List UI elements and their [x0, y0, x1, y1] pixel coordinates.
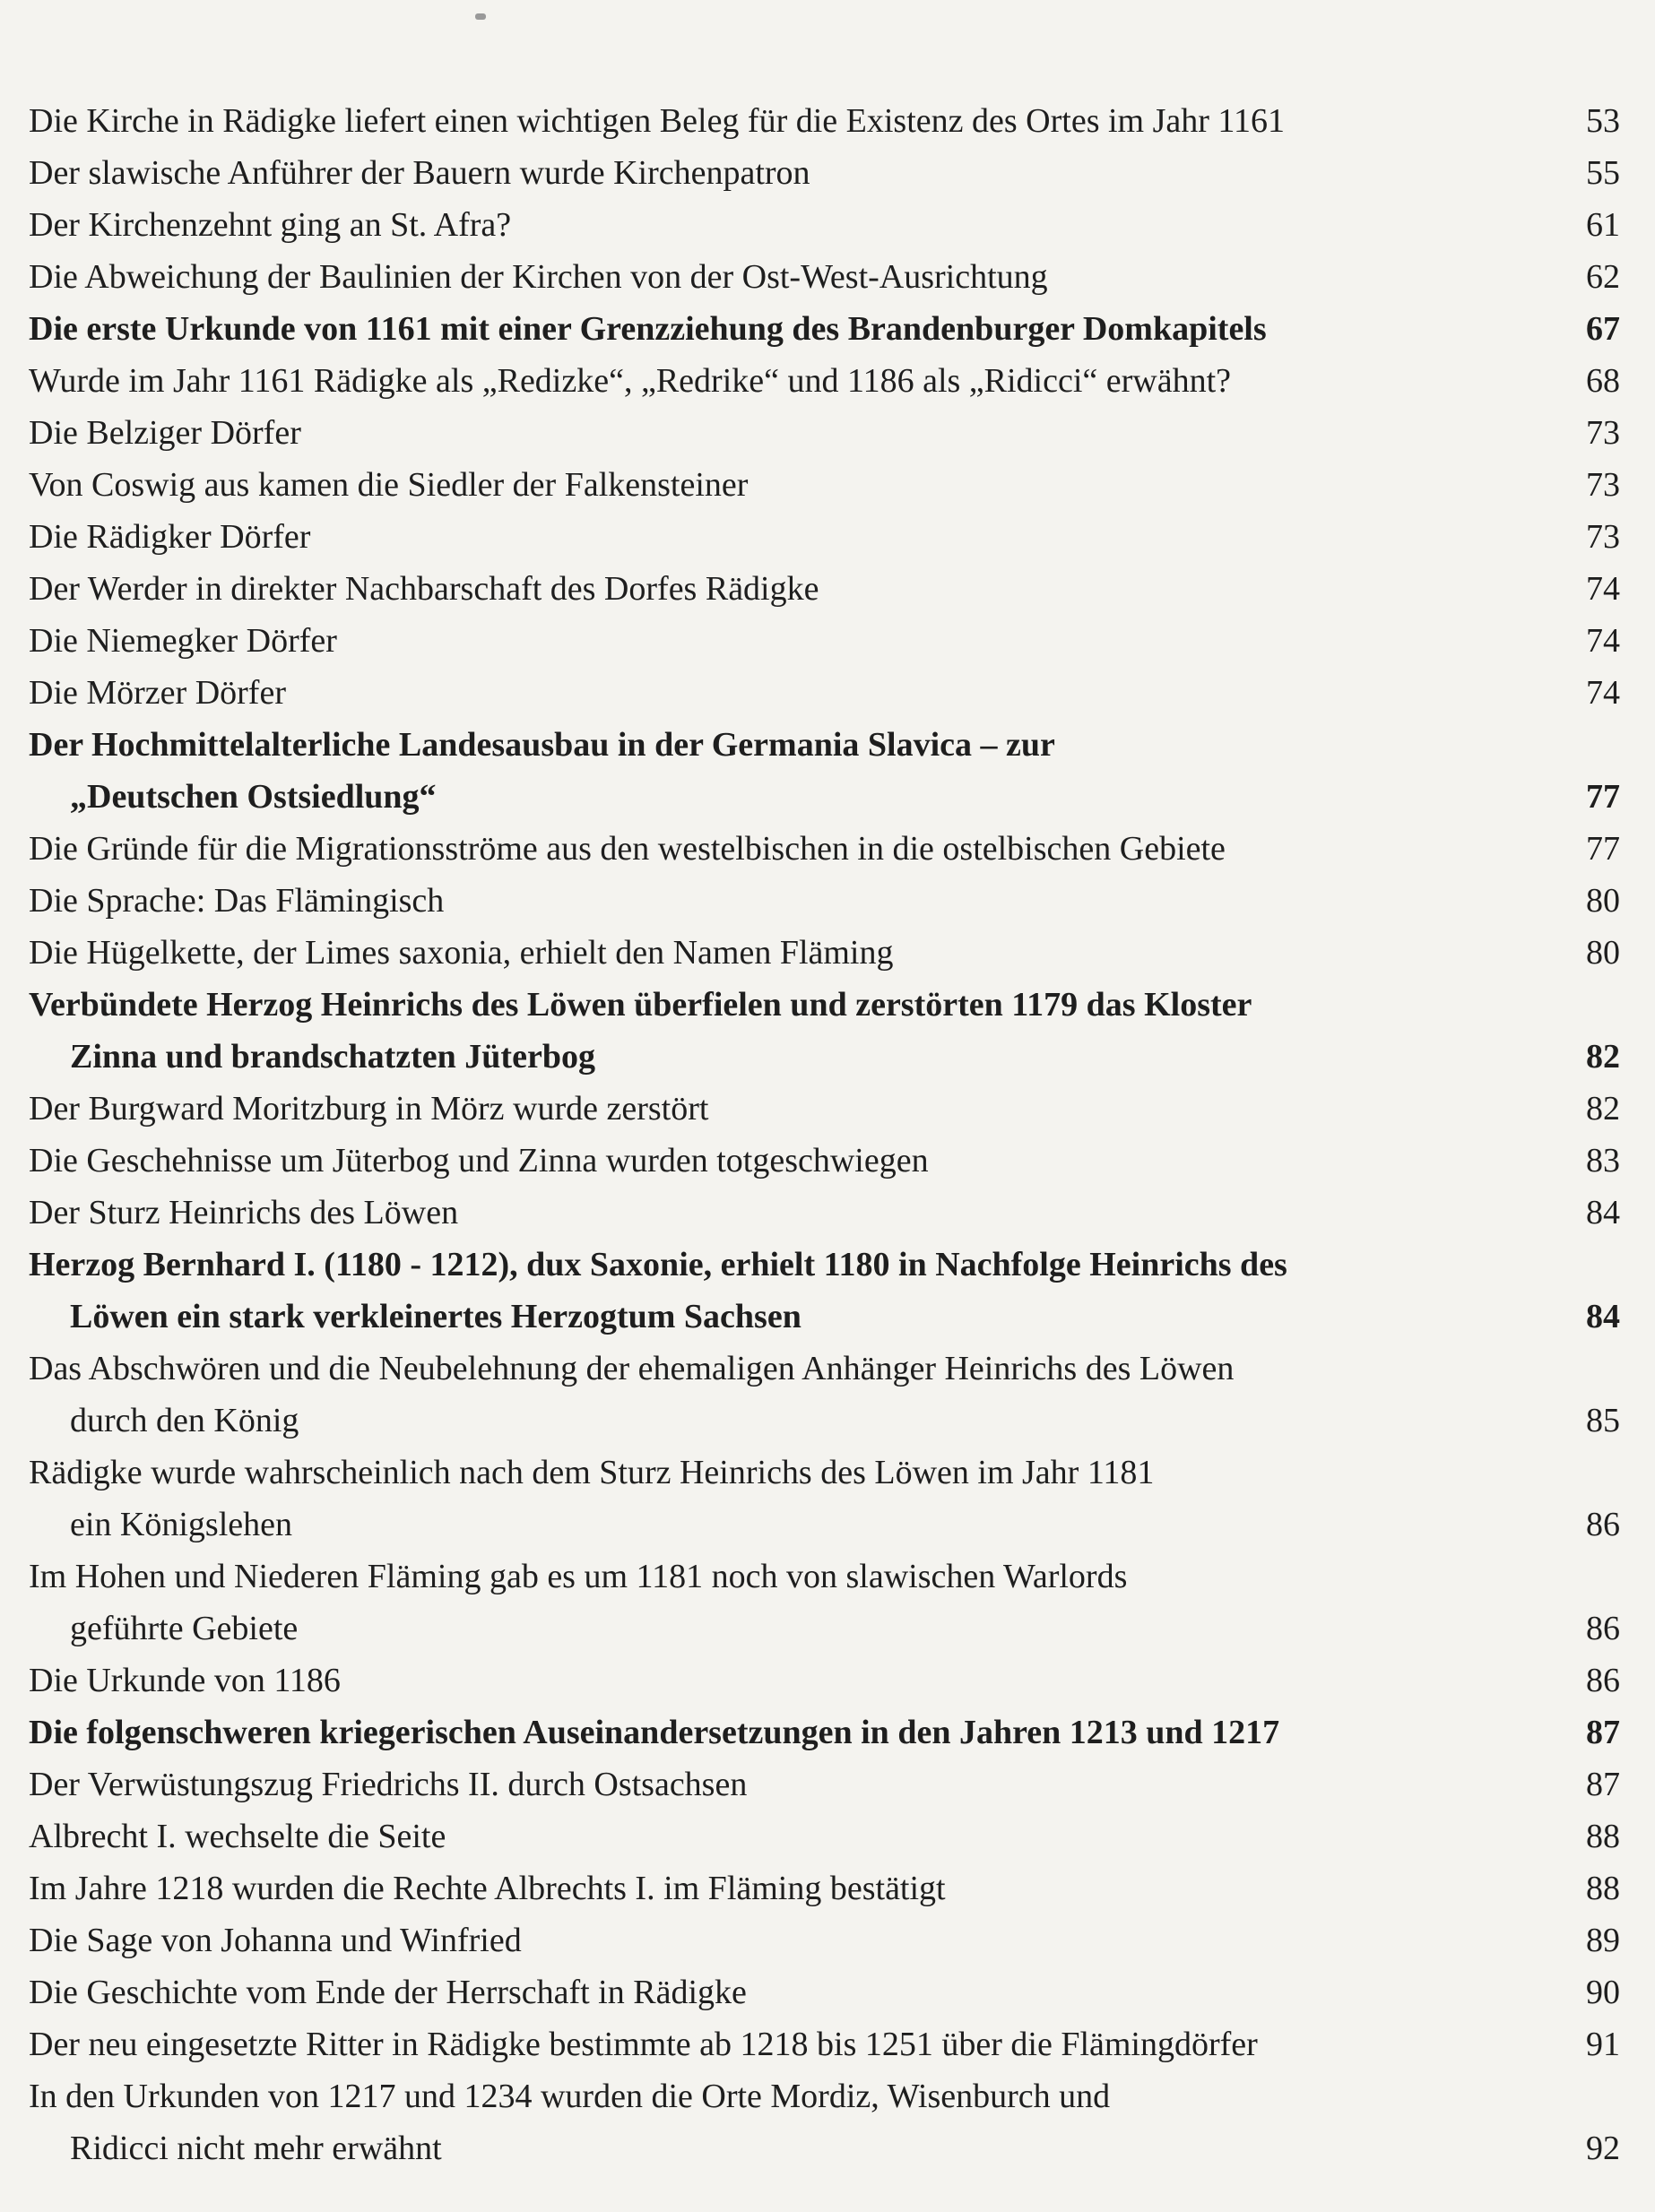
toc-title-line: Die erste Urkunde von 1161 mit einer Grenzziehung des Brandenburger Domkapitels — [29, 310, 1267, 348]
toc-entry-title — [29, 2070, 1548, 2174]
toc-entry-title — [29, 1966, 1548, 2018]
toc-entry — [29, 563, 1620, 615]
toc-entry-title — [29, 615, 1548, 667]
toc-entry — [29, 1758, 1620, 1810]
toc-entry-title — [29, 251, 1548, 303]
toc-entry-title — [29, 407, 1548, 459]
toc-title-continuation: durch den König — [70, 1402, 299, 1439]
toc-entry — [29, 2018, 1620, 2070]
toc-entry — [29, 979, 1620, 1083]
toc-page-number: 80 — [1586, 882, 1620, 920]
toc-title-line: Der Sturz Heinrichs des Löwen — [29, 1194, 459, 1231]
toc-entry-title — [29, 95, 1548, 147]
toc-page-number: 74 — [1586, 570, 1620, 608]
toc-title-line: Die Sage von Johanna und Winfried — [29, 1922, 522, 1959]
toc-entry-title — [29, 1083, 1548, 1135]
toc-page-number: 86 — [1586, 1506, 1620, 1543]
toc-page-number: 73 — [1586, 466, 1620, 504]
toc-title-line: In den Urkunden von 1217 und 1234 wurden die Orte Mordiz, Wisenburch und — [29, 2078, 1111, 2115]
toc-page-number: 74 — [1586, 674, 1620, 712]
toc-entry-title — [29, 1135, 1548, 1187]
toc-title-line: Die Abweichung der Baulinien der Kirchen von der Ost-West-Ausrichtung — [29, 258, 1048, 296]
toc-entry — [29, 199, 1620, 251]
toc-entry-title — [29, 563, 1548, 615]
toc-entry — [29, 1914, 1620, 1966]
toc-entry-title — [29, 199, 1548, 251]
toc-entry — [29, 1343, 1620, 1447]
toc-entry-title — [29, 459, 1548, 511]
toc-entry-title — [29, 1551, 1548, 1655]
toc-entry — [29, 719, 1620, 823]
toc-title-line: Der Kirchenzehnt ging an St. Afra? — [29, 206, 512, 244]
toc-title-line: Die Geschichte vom Ende der Herrschaft in Rädigke — [29, 1974, 747, 2011]
toc-entry — [29, 667, 1620, 719]
toc-entry — [29, 1707, 1620, 1758]
toc-title-line: Wurde im Jahr 1161 Rädigke als „Redizke“, „Redrike“ und 1186 als „Ridicci“ erwähnt? — [29, 362, 1232, 400]
toc-entry-title — [29, 1239, 1548, 1343]
toc-title-line: Die Belziger Dörfer — [29, 414, 301, 452]
toc-entry — [29, 1135, 1620, 1187]
toc-page-number: 82 — [1586, 1090, 1620, 1128]
toc-entry-title — [29, 1707, 1548, 1758]
toc-page-number: 89 — [1586, 1922, 1620, 1959]
toc-page-number: 61 — [1586, 206, 1620, 244]
toc-title-continuation: „Deutschen Ostsiedlung“ — [70, 778, 437, 816]
toc-title-line: Die Sprache: Das Flämingisch — [29, 882, 445, 920]
toc-page-number: 74 — [1586, 622, 1620, 660]
toc-entry-title — [29, 1447, 1548, 1551]
toc-page-number: 92 — [1586, 2130, 1620, 2167]
toc-title-line: Der Burgward Moritzburg in Mörz wurde zerstört — [29, 1090, 709, 1128]
toc-page-number: 84 — [1586, 1298, 1620, 1335]
toc-page-number: 91 — [1586, 2026, 1620, 2063]
toc-title-line: Die Niemegker Dörfer — [29, 622, 337, 660]
toc-title-continuation: Zinna und brandschatzten Jüterbog — [70, 1038, 595, 1076]
toc-page-number: 73 — [1586, 518, 1620, 556]
toc-title-line: Albrecht I. wechselte die Seite — [29, 1818, 446, 1855]
toc-entry-title — [29, 667, 1548, 719]
toc-page-number: 55 — [1586, 154, 1620, 192]
table-of-contents — [29, 95, 1620, 2174]
toc-entry — [29, 875, 1620, 927]
toc-entry — [29, 1551, 1620, 1655]
toc-title-line: Herzog Bernhard I. (1180 - 1212), dux Saxonie, erhielt 1180 in Nachfolge Heinrichs des — [29, 1246, 1287, 1283]
toc-entry-title — [29, 511, 1548, 563]
toc-entry — [29, 303, 1620, 355]
toc-entry — [29, 459, 1620, 511]
toc-title-line: Der Verwüstungszug Friedrichs II. durch Ostsachsen — [29, 1766, 748, 1803]
toc-entry — [29, 355, 1620, 407]
toc-title-line: Der neu eingesetzte Ritter in Rädigke bestimmte ab 1218 bis 1251 über die Flämingdörfer — [29, 2026, 1258, 2063]
toc-title-line: Im Hohen und Niederen Fläming gab es um 1181 noch von slawischen Warlords — [29, 1558, 1128, 1595]
toc-entry-title — [29, 1655, 1548, 1707]
toc-entry — [29, 1810, 1620, 1862]
toc-title-continuation: ein Königslehen — [70, 1506, 293, 1543]
toc-entry-title — [29, 1758, 1548, 1810]
toc-title-line: Die Kirche in Rädigke liefert einen wichtigen Beleg für die Existenz des Ortes im Jahr 1161 — [29, 102, 1285, 140]
toc-entry-title — [29, 2018, 1548, 2070]
toc-entry-title — [29, 927, 1548, 979]
toc-entry — [29, 1083, 1620, 1135]
toc-entry-title — [29, 147, 1548, 199]
toc-title-continuation: geführte Gebiete — [70, 1610, 299, 1647]
toc-title-line: Die Gründe für die Migrationsströme aus den westelbischen in die ostelbischen Gebiete — [29, 830, 1226, 868]
toc-title-line: Das Abschwören und die Neubelehnung der ehemaligen Anhänger Heinrichs des Löwen — [29, 1350, 1235, 1387]
toc-page-number: 83 — [1586, 1142, 1620, 1179]
toc-entry-title — [29, 1187, 1548, 1239]
toc-entry-title — [29, 303, 1548, 355]
toc-entry — [29, 615, 1620, 667]
page-speck — [475, 13, 486, 20]
toc-entry-title — [29, 719, 1548, 823]
toc-title-continuation: Ridicci nicht mehr erwähnt — [70, 2130, 442, 2167]
toc-entry — [29, 1966, 1620, 2018]
toc-entry — [29, 511, 1620, 563]
toc-page-number: 88 — [1586, 1818, 1620, 1855]
toc-page-number: 85 — [1586, 1402, 1620, 1439]
toc-page-number: 67 — [1586, 310, 1620, 348]
toc-page-number: 53 — [1586, 102, 1620, 140]
toc-page-number: 80 — [1586, 934, 1620, 972]
toc-entry — [29, 927, 1620, 979]
toc-page-number: 82 — [1586, 1038, 1620, 1076]
toc-entry — [29, 407, 1620, 459]
toc-entry — [29, 1862, 1620, 1914]
toc-title-line: Die folgenschweren kriegerischen Auseinandersetzungen in den Jahren 1213 und 1217 — [29, 1714, 1280, 1751]
toc-title-line: Die Hügelkette, der Limes saxonia, erhielt den Namen Fläming — [29, 934, 894, 972]
toc-title-line: Der slawische Anführer der Bauern wurde Kirchenpatron — [29, 154, 810, 192]
toc-entry — [29, 1655, 1620, 1707]
toc-page-number: 62 — [1586, 258, 1620, 296]
toc-title-line: Der Hochmittelalterliche Landesausbau in der Germania Slavica – zur — [29, 726, 1055, 764]
toc-entry-title — [29, 875, 1548, 927]
toc-page-number: 77 — [1586, 830, 1620, 868]
toc-title-line: Verbündete Herzog Heinrichs des Löwen überfielen und zerstörten 1179 das Kloster — [29, 986, 1252, 1024]
toc-page-number: 87 — [1586, 1714, 1620, 1751]
toc-title-continuation: Löwen ein stark verkleinertes Herzogtum Sachsen — [70, 1298, 802, 1335]
toc-page-number: 90 — [1586, 1974, 1620, 2011]
toc-entry-title — [29, 823, 1548, 875]
toc-title-line: Im Jahre 1218 wurden die Rechte Albrechts I. im Fläming bestätigt — [29, 1870, 946, 1907]
toc-entry-title — [29, 1914, 1548, 1966]
toc-page-number: 88 — [1586, 1870, 1620, 1907]
toc-entry-title — [29, 1862, 1548, 1914]
toc-title-line: Die Mörzer Dörfer — [29, 674, 286, 712]
toc-title-line: Von Coswig aus kamen die Siedler der Falkensteiner — [29, 466, 749, 504]
toc-title-line: Der Werder in direkter Nachbarschaft des Dorfes Rädigke — [29, 570, 819, 608]
toc-entry — [29, 2070, 1620, 2174]
toc-page-number: 86 — [1586, 1662, 1620, 1699]
toc-entry — [29, 1187, 1620, 1239]
toc-entry-title — [29, 1810, 1548, 1862]
toc-page-number: 86 — [1586, 1610, 1620, 1647]
toc-title-line: Die Urkunde von 1186 — [29, 1662, 341, 1699]
toc-entry-title — [29, 355, 1548, 407]
toc-page-number: 84 — [1586, 1194, 1620, 1231]
toc-page-number: 73 — [1586, 414, 1620, 452]
toc-entry — [29, 147, 1620, 199]
toc-title-line: Die Rädigker Dörfer — [29, 518, 311, 556]
toc-entry — [29, 823, 1620, 875]
toc-entry-title — [29, 1343, 1548, 1447]
toc-title-line: Rädigke wurde wahrscheinlich nach dem Sturz Heinrichs des Löwen im Jahr 1181 — [29, 1454, 1155, 1491]
toc-entry-title — [29, 979, 1548, 1083]
toc-page-number: 68 — [1586, 362, 1620, 400]
toc-entry — [29, 1447, 1620, 1551]
toc-page-number: 77 — [1586, 778, 1620, 816]
toc-entry — [29, 1239, 1620, 1343]
toc-title-line: Die Geschehnisse um Jüterbog und Zinna wurden totgeschwiegen — [29, 1142, 929, 1179]
toc-entry — [29, 251, 1620, 303]
toc-entry — [29, 95, 1620, 147]
toc-page-number: 87 — [1586, 1766, 1620, 1803]
